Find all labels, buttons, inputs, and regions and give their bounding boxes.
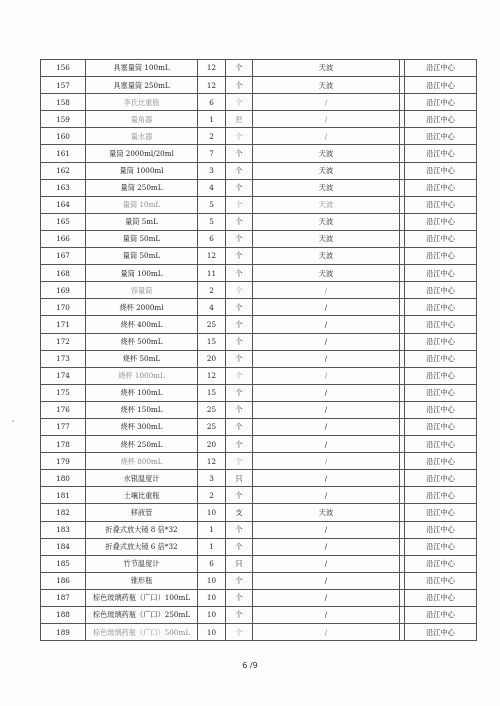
quantity-cell: 1 [198, 538, 226, 555]
unit-cell: 个 [226, 521, 253, 538]
table-row [41, 333, 477, 350]
table-row [41, 384, 477, 401]
location-cell: 沿江中心 [405, 60, 477, 77]
item-name-cell: 容量筒 [86, 282, 198, 299]
row-number-cell: 156 [41, 60, 86, 77]
table-row [41, 145, 477, 162]
row-number-cell: 177 [41, 418, 86, 435]
scan-mark [12, 420, 14, 422]
location-cell: 沿江中心 [405, 265, 477, 282]
source-cell: / [253, 624, 400, 641]
item-name-cell: 量筒 10mL [86, 196, 198, 213]
item-name-cell: 棕色玻璃药瓶（广口）250mL [86, 607, 198, 624]
quantity-cell: 15 [198, 333, 226, 350]
table-row [41, 60, 477, 77]
quantity-cell: 12 [198, 367, 226, 384]
table-row [41, 555, 477, 572]
location-cell: 沿江中心 [405, 384, 477, 401]
source-cell: / [253, 572, 400, 589]
item-name-cell: 烧杯 150mL [86, 401, 198, 418]
location-cell: 沿江中心 [405, 316, 477, 333]
quantity-cell: 10 [198, 589, 226, 606]
quantity-cell: 10 [198, 607, 226, 624]
unit-cell: 支 [226, 504, 253, 521]
source-cell: 天波 [253, 230, 400, 247]
item-name-cell: 移液管 [86, 504, 198, 521]
table-row [41, 521, 477, 538]
row-number-cell: 175 [41, 384, 86, 401]
row-number-cell: 186 [41, 572, 86, 589]
item-name-cell: 烧杯 500mL [86, 333, 198, 350]
quantity-cell: 5 [198, 213, 226, 230]
quantity-cell: 7 [198, 145, 226, 162]
table-row [41, 282, 477, 299]
quantity-cell: 11 [198, 265, 226, 282]
quantity-cell: 3 [198, 162, 226, 179]
item-name-cell: 锥形瓶 [86, 572, 198, 589]
unit-cell: 个 [226, 436, 253, 453]
row-number-cell: 172 [41, 333, 86, 350]
row-number-cell: 179 [41, 453, 86, 470]
quantity-cell: 12 [198, 248, 226, 265]
item-name-cell: 折叠式放大镜 8 倍*32 [86, 521, 198, 538]
quantity-cell: 25 [198, 418, 226, 435]
unit-cell: 个 [226, 196, 253, 213]
unit-cell: 个 [226, 384, 253, 401]
table-row [41, 487, 477, 504]
row-number-cell: 158 [41, 94, 86, 111]
item-name-cell: 烧杯 300mL [86, 418, 198, 435]
quantity-cell: 12 [198, 60, 226, 77]
location-cell: 沿江中心 [405, 128, 477, 145]
unit-cell: 个 [226, 350, 253, 367]
source-cell: / [253, 94, 400, 111]
item-name-cell: 量筒 100mL [86, 265, 198, 282]
item-name-cell: 烧杯 100mL [86, 384, 198, 401]
location-cell: 沿江中心 [405, 299, 477, 316]
row-number-cell: 159 [41, 111, 86, 128]
table-row [41, 367, 477, 384]
source-cell: / [253, 487, 400, 504]
quantity-cell: 5 [198, 196, 226, 213]
source-cell: / [253, 418, 400, 435]
table-row [41, 436, 477, 453]
source-cell: 天波 [253, 179, 400, 196]
quantity-cell: 6 [198, 230, 226, 247]
location-cell: 沿江中心 [405, 504, 477, 521]
location-cell: 沿江中心 [405, 162, 477, 179]
item-name-cell: 棕色玻璃药瓶（广口）500mL [86, 624, 198, 641]
quantity-cell: 12 [198, 453, 226, 470]
row-number-cell: 161 [41, 145, 86, 162]
unit-cell: 把 [226, 111, 253, 128]
unit-cell: 个 [226, 401, 253, 418]
source-cell: 天波 [253, 504, 400, 521]
table-row [41, 111, 477, 128]
quantity-cell: 25 [198, 401, 226, 418]
quantity-cell: 15 [198, 384, 226, 401]
location-cell: 沿江中心 [405, 418, 477, 435]
quantity-cell: 25 [198, 316, 226, 333]
quantity-cell: 20 [198, 436, 226, 453]
unit-cell: 个 [226, 248, 253, 265]
unit-cell: 个 [226, 128, 253, 145]
location-cell: 沿江中心 [405, 470, 477, 487]
unit-cell: 只 [226, 470, 253, 487]
table-row [41, 94, 477, 111]
item-name-cell: 烧杯 800mL [86, 453, 198, 470]
row-number-cell: 164 [41, 196, 86, 213]
location-cell: 沿江中心 [405, 94, 477, 111]
item-name-cell: 烧杯 1000mL [86, 367, 198, 384]
row-number-cell: 184 [41, 538, 86, 555]
table-row [41, 162, 477, 179]
location-cell: 沿江中心 [405, 350, 477, 367]
item-name-cell: 量筒 1000ml [86, 162, 198, 179]
location-cell: 沿江中心 [405, 111, 477, 128]
unit-cell: 个 [226, 367, 253, 384]
quantity-cell: 12 [198, 77, 226, 94]
item-name-cell: 量水器 [86, 128, 198, 145]
source-cell: / [253, 589, 400, 606]
inventory-table-body [41, 60, 477, 641]
item-name-cell: 土壤比重瓶 [86, 487, 198, 504]
source-cell: / [253, 316, 400, 333]
row-number-cell: 180 [41, 470, 86, 487]
row-number-cell: 188 [41, 607, 86, 624]
row-number-cell: 160 [41, 128, 86, 145]
item-name-cell: 烧杯 50mL [86, 350, 198, 367]
row-number-cell: 165 [41, 213, 86, 230]
source-cell: / [253, 111, 400, 128]
item-name-cell: 烧杯 250mL [86, 436, 198, 453]
quantity-cell: 1 [198, 111, 226, 128]
unit-cell: 个 [226, 265, 253, 282]
location-cell: 沿江中心 [405, 572, 477, 589]
table-row [41, 265, 477, 282]
location-cell: 沿江中心 [405, 589, 477, 606]
item-name-cell: 量角器 [86, 111, 198, 128]
item-name-cell: 棕色玻璃药瓶（广口）100mL [86, 589, 198, 606]
table-row [41, 470, 477, 487]
row-number-cell: 176 [41, 401, 86, 418]
unit-cell: 个 [226, 179, 253, 196]
quantity-cell: 4 [198, 179, 226, 196]
source-cell: / [253, 128, 400, 145]
location-cell: 沿江中心 [405, 436, 477, 453]
unit-cell: 个 [226, 333, 253, 350]
table-row [41, 607, 477, 624]
unit-cell: 个 [226, 624, 253, 641]
unit-cell: 个 [226, 607, 253, 624]
row-number-cell: 174 [41, 367, 86, 384]
location-cell: 沿江中心 [405, 248, 477, 265]
table-row [41, 350, 477, 367]
table-row [41, 248, 477, 265]
source-cell: / [253, 555, 400, 572]
table-row [41, 316, 477, 333]
table-row [41, 572, 477, 589]
row-number-cell: 170 [41, 299, 86, 316]
location-cell: 沿江中心 [405, 77, 477, 94]
location-cell: 沿江中心 [405, 196, 477, 213]
unit-cell: 个 [226, 453, 253, 470]
source-cell: / [253, 607, 400, 624]
item-name-cell: 量筒 2000ml/20ml [86, 145, 198, 162]
table-row [41, 624, 477, 641]
quantity-cell: 4 [198, 299, 226, 316]
unit-cell: 个 [226, 316, 253, 333]
source-cell: / [253, 299, 400, 316]
unit-cell: 个 [226, 213, 253, 230]
location-cell: 沿江中心 [405, 521, 477, 538]
unit-cell: 个 [226, 145, 253, 162]
location-cell: 沿江中心 [405, 401, 477, 418]
item-name-cell: 水银温度计 [86, 470, 198, 487]
item-name-cell: 烧杯 400mL [86, 316, 198, 333]
table-row [41, 196, 477, 213]
location-cell: 沿江中心 [405, 282, 477, 299]
unit-cell: 个 [226, 538, 253, 555]
source-cell: / [253, 401, 400, 418]
row-number-cell: 168 [41, 265, 86, 282]
unit-cell: 个 [226, 77, 253, 94]
row-number-cell: 173 [41, 350, 86, 367]
item-name-cell: 量筒 50mL [86, 248, 198, 265]
quantity-cell: 6 [198, 94, 226, 111]
inventory-table [40, 59, 477, 641]
page-number: 6 /9 [242, 661, 258, 670]
item-name-cell: 具塞量筒 250mL [86, 77, 198, 94]
source-cell: / [253, 333, 400, 350]
table-row [41, 453, 477, 470]
location-cell: 沿江中心 [405, 607, 477, 624]
unit-cell: 个 [226, 589, 253, 606]
quantity-cell: 10 [198, 624, 226, 641]
row-number-cell: 185 [41, 555, 86, 572]
row-number-cell: 189 [41, 624, 86, 641]
row-number-cell: 162 [41, 162, 86, 179]
unit-cell: 个 [226, 94, 253, 111]
row-number-cell: 171 [41, 316, 86, 333]
quantity-cell: 10 [198, 572, 226, 589]
table-row [41, 213, 477, 230]
row-number-cell: 157 [41, 77, 86, 94]
item-name-cell: 竹节温度计 [86, 555, 198, 572]
source-cell: / [253, 453, 400, 470]
table-row [41, 128, 477, 145]
quantity-cell: 10 [198, 504, 226, 521]
row-number-cell: 163 [41, 179, 86, 196]
source-cell: / [253, 367, 400, 384]
quantity-cell: 6 [198, 555, 226, 572]
location-cell: 沿江中心 [405, 213, 477, 230]
table-row [41, 77, 477, 94]
table-row [41, 504, 477, 521]
unit-cell: 个 [226, 230, 253, 247]
source-cell: 天波 [253, 196, 400, 213]
source-cell: 天波 [253, 145, 400, 162]
source-cell: 天波 [253, 248, 400, 265]
source-cell: / [253, 384, 400, 401]
location-cell: 沿江中心 [405, 145, 477, 162]
source-cell: 天波 [253, 60, 400, 77]
source-cell: 天波 [253, 213, 400, 230]
source-cell: / [253, 436, 400, 453]
source-cell: / [253, 521, 400, 538]
source-cell: / [253, 350, 400, 367]
quantity-cell: 3 [198, 470, 226, 487]
table-row [41, 401, 477, 418]
row-number-cell: 167 [41, 248, 86, 265]
source-cell: 天波 [253, 265, 400, 282]
location-cell: 沿江中心 [405, 538, 477, 555]
row-number-cell: 182 [41, 504, 86, 521]
item-name-cell: 量筒 50mL [86, 230, 198, 247]
row-number-cell: 181 [41, 487, 86, 504]
location-cell: 沿江中心 [405, 367, 477, 384]
unit-cell: 个 [226, 282, 253, 299]
location-cell: 沿江中心 [405, 333, 477, 350]
table-row [41, 179, 477, 196]
unit-cell: 个 [226, 299, 253, 316]
location-cell: 沿江中心 [405, 179, 477, 196]
item-name-cell: 烧杯 2000ml [86, 299, 198, 316]
row-number-cell: 183 [41, 521, 86, 538]
quantity-cell: 2 [198, 282, 226, 299]
unit-cell: 只 [226, 555, 253, 572]
item-name-cell: 折叠式放大镜 6 倍*32 [86, 538, 198, 555]
quantity-cell: 20 [198, 350, 226, 367]
item-name-cell: 李氏比重瓶 [86, 94, 198, 111]
unit-cell: 个 [226, 162, 253, 179]
source-cell: 天波 [253, 162, 400, 179]
source-cell: 天波 [253, 77, 400, 94]
location-cell: 沿江中心 [405, 230, 477, 247]
location-cell: 沿江中心 [405, 624, 477, 641]
table-row [41, 538, 477, 555]
item-name-cell: 量筒 5mL [86, 213, 198, 230]
unit-cell: 个 [226, 60, 253, 77]
item-name-cell: 具塞量筒 100mL [86, 60, 198, 77]
location-cell: 沿江中心 [405, 555, 477, 572]
quantity-cell: 1 [198, 521, 226, 538]
table-row [41, 589, 477, 606]
item-name-cell: 量筒 250mL [86, 179, 198, 196]
location-cell: 沿江中心 [405, 453, 477, 470]
location-cell: 沿江中心 [405, 487, 477, 504]
table-row [41, 418, 477, 435]
unit-cell: 个 [226, 572, 253, 589]
quantity-cell: 2 [198, 128, 226, 145]
source-cell: / [253, 538, 400, 555]
row-number-cell: 166 [41, 230, 86, 247]
source-cell: / [253, 282, 400, 299]
quantity-cell: 2 [198, 487, 226, 504]
row-number-cell: 187 [41, 589, 86, 606]
table-row [41, 299, 477, 316]
row-number-cell: 169 [41, 282, 86, 299]
source-cell: / [253, 470, 400, 487]
row-number-cell: 178 [41, 436, 86, 453]
unit-cell: 个 [226, 418, 253, 435]
unit-cell: 个 [226, 487, 253, 504]
table-row [41, 230, 477, 247]
